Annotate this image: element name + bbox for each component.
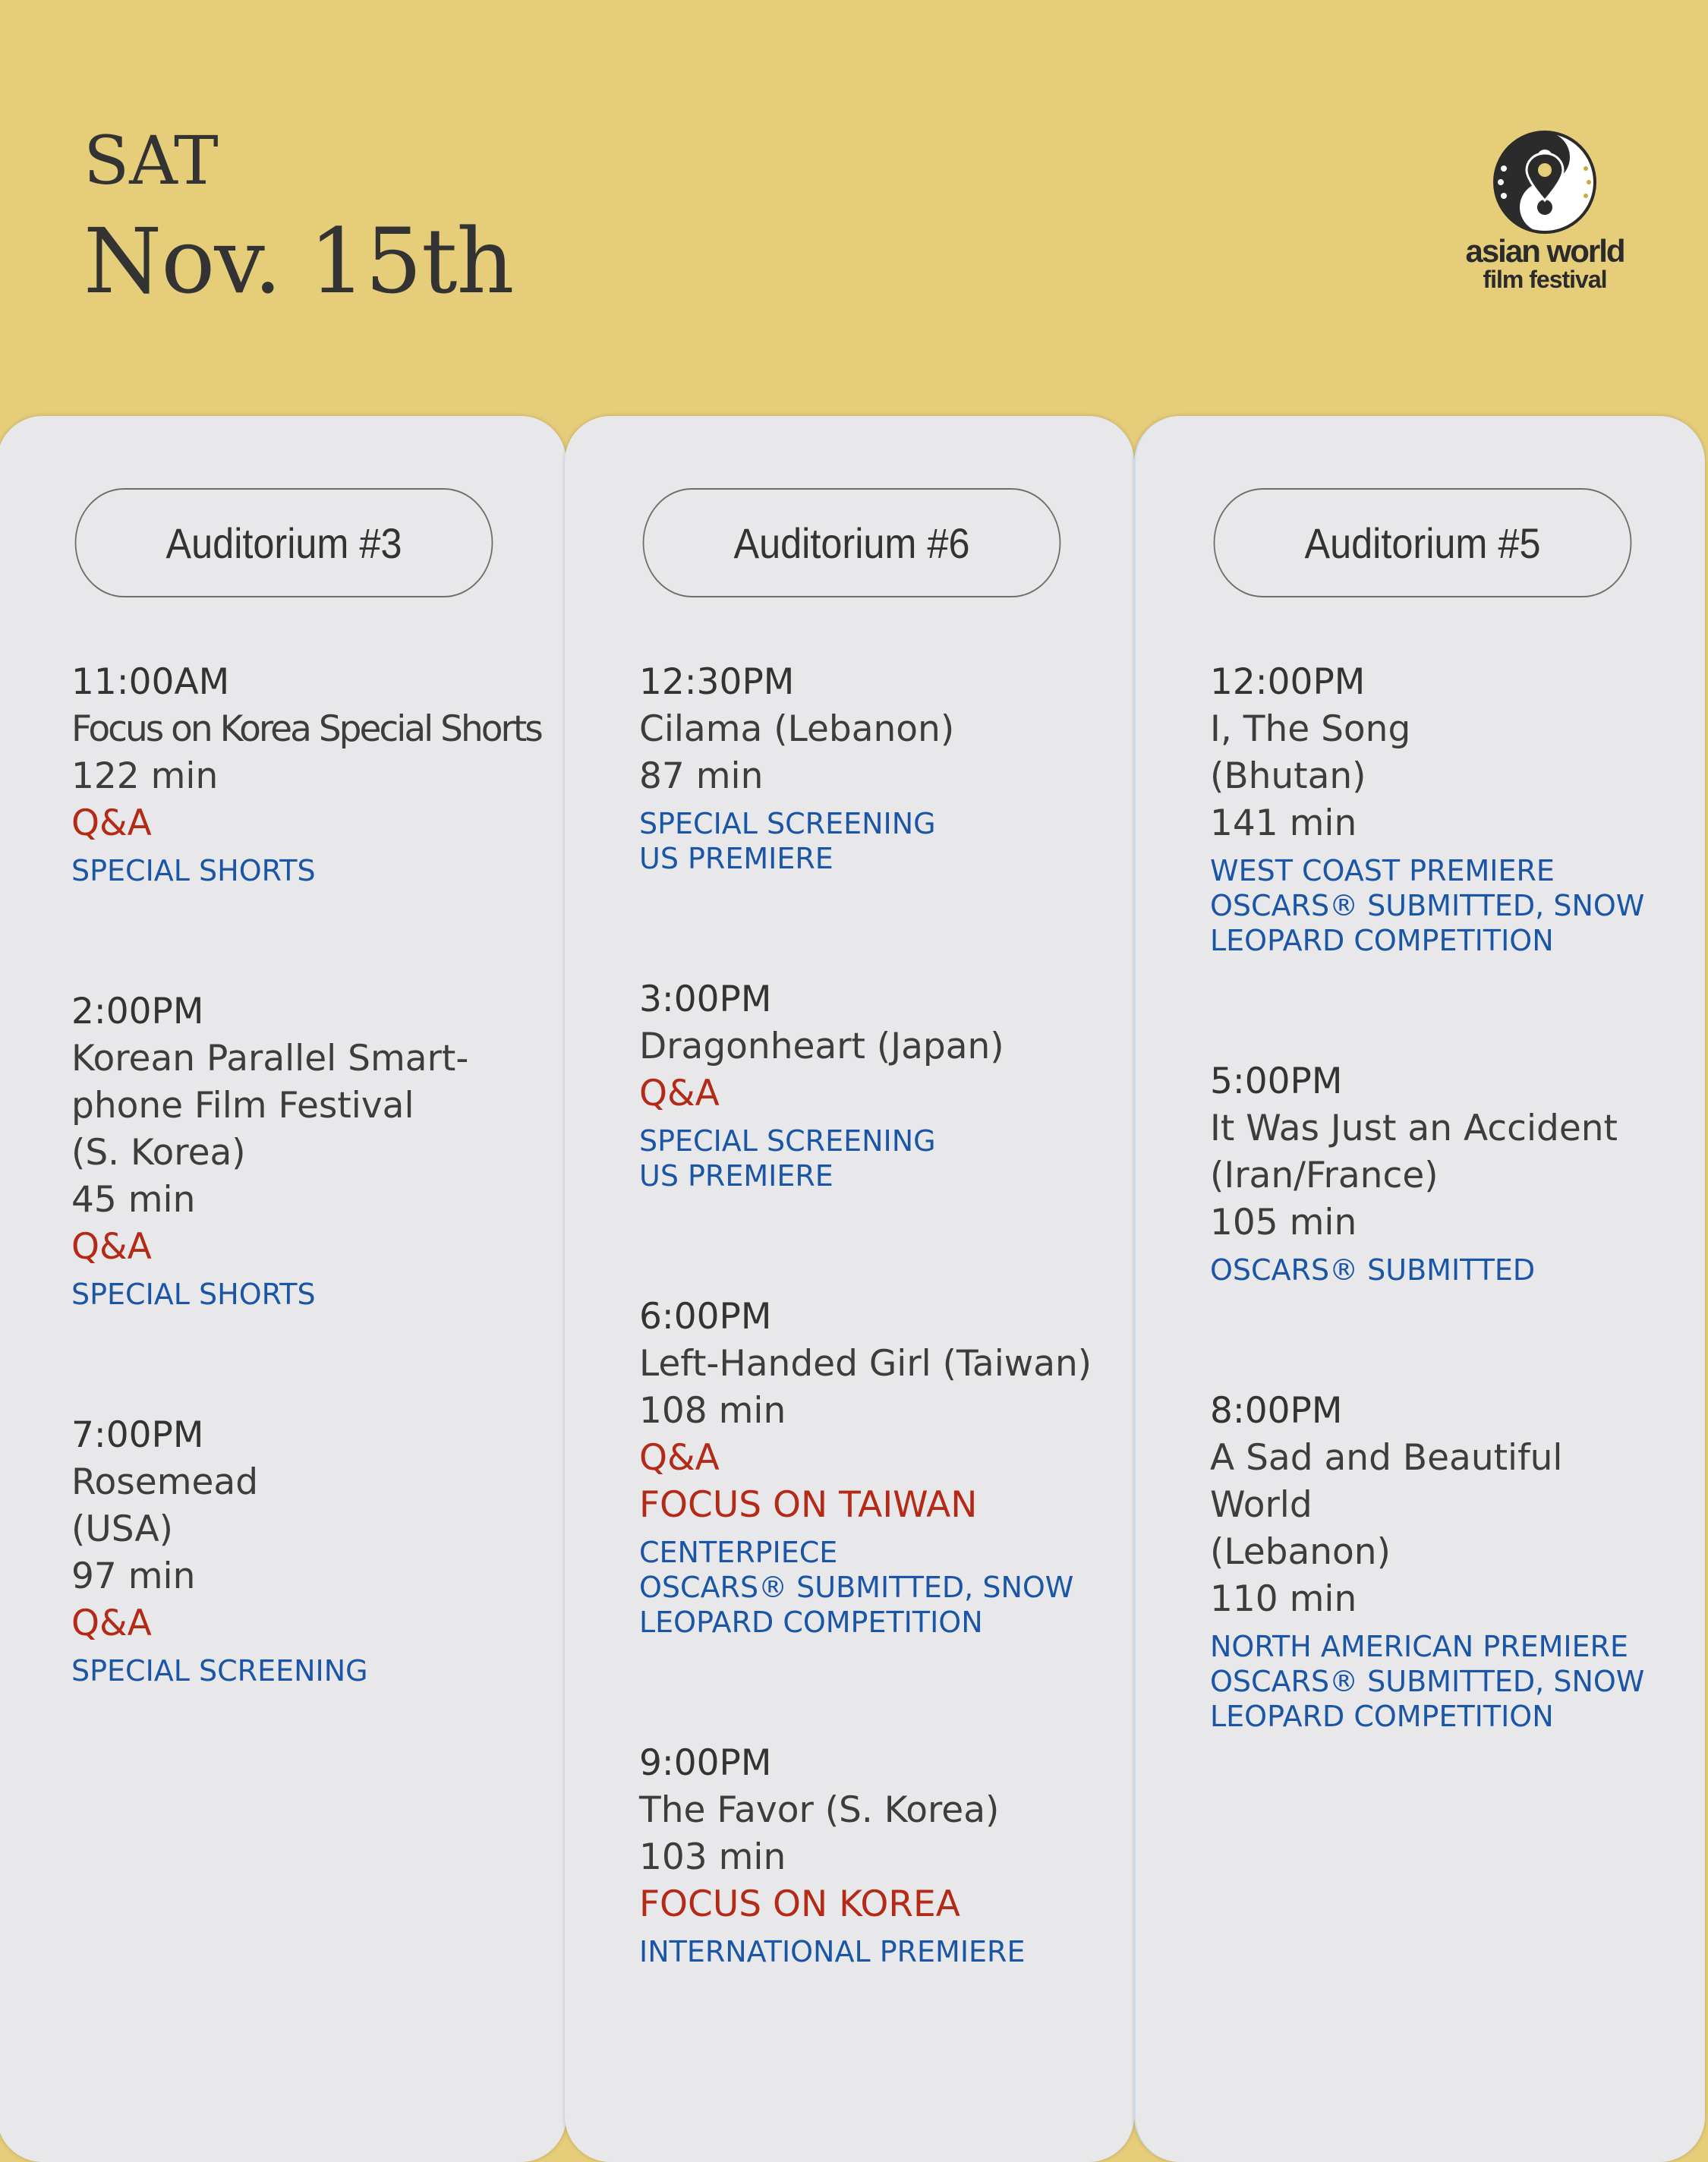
logo-wordmark-line2: film festival (1483, 266, 1607, 293)
screening-entry (71, 988, 557, 1312)
red-tag: Q&A (71, 802, 152, 844)
blue-tag: SPECIAL SCREENING (639, 807, 936, 840)
screening-time: 7:00PM (71, 1414, 204, 1456)
screening-entry (1210, 659, 1696, 958)
screening-title: It Was Just an Accident (1210, 1108, 1618, 1149)
screening-entry (1210, 1058, 1696, 1287)
screening-title: (Iran/France) (1210, 1155, 1439, 1196)
blue-tag: SPECIAL SHORTS (71, 1278, 316, 1311)
screening-time: 12:00PM (1210, 661, 1366, 703)
screening-title: Focus on Korea Special Shorts (71, 708, 541, 750)
blue-tag: LEOPARD COMPETITION (1210, 1700, 1554, 1733)
auditorium-label[interactable]: Auditorium #6 (643, 488, 1061, 597)
screening-title: Cilama (Lebanon) (639, 708, 955, 750)
screening-time: 6:00PM (639, 1296, 772, 1338)
screening-duration: 87 min (639, 755, 764, 797)
red-tag: FOCUS ON TAIWAN (639, 1484, 978, 1526)
blue-tag: LEOPARD COMPETITION (639, 1606, 983, 1639)
screening-title: Left-Handed Girl (Taiwan) (639, 1343, 1092, 1385)
auditorium-column-2 (565, 416, 1134, 2162)
screening-entry (71, 1412, 557, 1688)
blue-tag: INTERNATIONAL PREMIERE (639, 1935, 1026, 1968)
blue-tag: US PREMIERE (639, 842, 834, 875)
blue-tag: OSCARS® SUBMITTED, SNOW (639, 1571, 1074, 1604)
screening-duration: 122 min (71, 755, 219, 797)
screening-entry (639, 976, 1125, 1193)
screening-entry (1210, 1388, 1696, 1734)
auditorium-label[interactable]: Auditorium #3 (75, 488, 493, 597)
screening-duration: 110 min (1210, 1578, 1357, 1620)
blue-tag: NORTH AMERICAN PREMIERE (1210, 1630, 1629, 1663)
screening-title: Korean Parallel Smart- (71, 1038, 469, 1079)
screening-time: 12:30PM (639, 661, 795, 703)
blue-tag: WEST COAST PREMIERE (1210, 854, 1555, 887)
screening-time: 3:00PM (639, 979, 772, 1020)
header-day: SAT (84, 121, 219, 200)
screening-duration: 141 min (1210, 802, 1357, 844)
screening-duration: 108 min (639, 1390, 786, 1432)
screening-title: Dragonheart (Japan) (639, 1026, 1004, 1067)
screening-duration: 97 min (71, 1555, 196, 1597)
screening-entry (639, 1294, 1125, 1640)
blue-tag: OSCARS® SUBMITTED, SNOW (1210, 1665, 1645, 1698)
screening-title: (USA) (71, 1508, 173, 1550)
screening-title: phone Film Festival (71, 1085, 414, 1127)
blue-tag: LEOPARD COMPETITION (1210, 924, 1554, 957)
screening-title: World (1210, 1484, 1313, 1526)
screening-duration: 45 min (71, 1179, 196, 1221)
blue-tag: CENTERPIECE (639, 1536, 838, 1569)
screening-time: 9:00PM (639, 1742, 772, 1784)
screening-entry (639, 659, 1125, 876)
blue-tag: OSCARS® SUBMITTED, SNOW (1210, 889, 1645, 922)
blue-tag: OSCARS® SUBMITTED (1210, 1253, 1536, 1287)
screening-title: The Favor (S. Korea) (639, 1789, 1000, 1831)
auditorium-column-3 (1134, 416, 1705, 2162)
screening-time: 5:00PM (1210, 1061, 1343, 1102)
screening-title: (S. Korea) (71, 1132, 246, 1174)
blue-tag: SPECIAL SCREENING (71, 1654, 368, 1688)
auditorium-column-1 (0, 416, 566, 2162)
screening-time: 11:00AM (71, 661, 230, 703)
logo-wordmark-line1: asian world (1465, 233, 1624, 269)
screening-duration: 103 min (639, 1836, 786, 1878)
screening-title: Rosemead (71, 1461, 259, 1503)
red-tag: Q&A (71, 1603, 152, 1644)
red-tag: Q&A (639, 1437, 720, 1479)
screening-time: 8:00PM (1210, 1390, 1343, 1432)
screening-entry (71, 659, 557, 888)
auditorium-label[interactable]: Auditorium #5 (1214, 488, 1632, 597)
screening-title: (Lebanon) (1210, 1531, 1391, 1573)
blue-tag: US PREMIERE (639, 1159, 834, 1193)
screening-title: I, The Song (1210, 708, 1411, 750)
screening-entry (639, 1740, 1125, 1969)
red-tag: Q&A (639, 1073, 720, 1114)
red-tag: FOCUS ON KOREA (639, 1883, 960, 1925)
red-tag: Q&A (71, 1226, 152, 1268)
screening-duration: 105 min (1210, 1202, 1357, 1243)
screening-time: 2:00PM (71, 991, 204, 1032)
blue-tag: SPECIAL SCREENING (639, 1124, 936, 1158)
screening-title: (Bhutan) (1210, 755, 1366, 797)
header-date: Nov. 15th (84, 209, 514, 314)
screening-title: A Sad and Beautiful (1210, 1437, 1563, 1479)
blue-tag: SPECIAL SHORTS (71, 854, 316, 887)
map-pin-film-reel-icon (1486, 131, 1604, 234)
festival-logo (1454, 131, 1636, 298)
